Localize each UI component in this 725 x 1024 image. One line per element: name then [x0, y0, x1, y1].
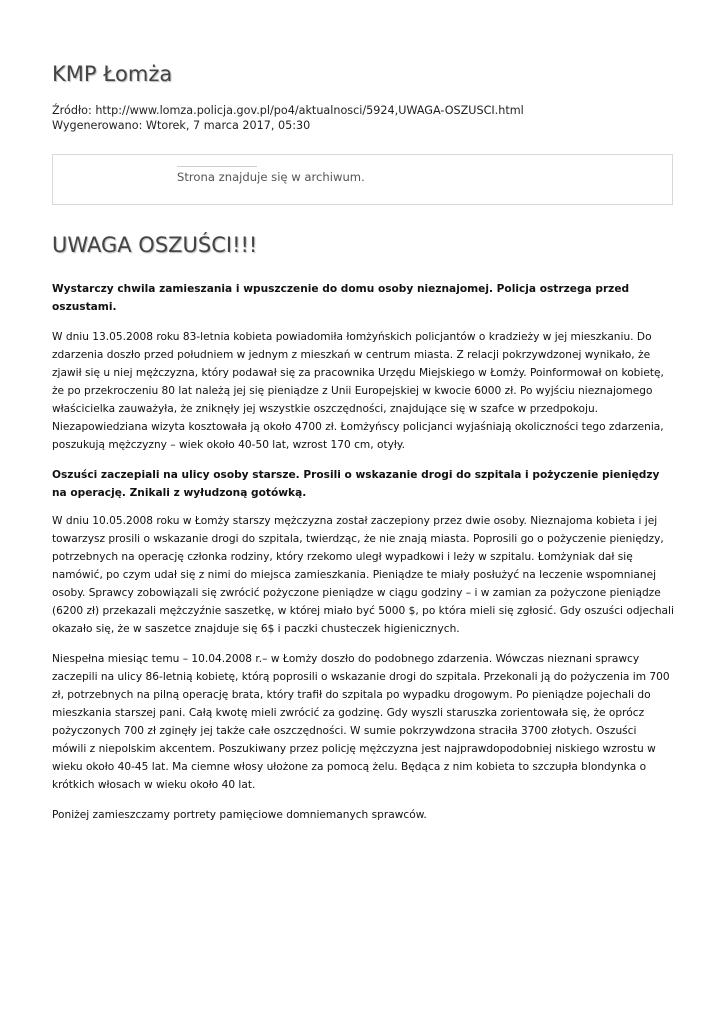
article-paragraph: W dniu 10.05.2008 roku w Łomży starszy mężczyzna został zaczepiony przez dwie osoby. Nieznajoma kobieta i jej towarzysz prosili o wskazanie drogi do szpitala, twierdząc, że nie znają miasta. Poprosili go o pożyczenie pieniędzy, potrzebnych na operację członka rodziny, który rzekomo uległ wypadkowi i leży w szpitalu. Łomżyniak dał się namówić, po czym udał się z nimi do miejsca zamieszkania. Pieniądze te miały posłużyć na leczenie wspomnianej osoby. Sprawcy zobowiązali się zwrócić pożyczone pieniądze w ciągu godziny – i w zamian za pożyczone pieniądze (6200 zł) przekazali mężczyźnie saszetkę, w której miało być 5000 $, po która mieli się zgłosić. Gdy oszuści odjechali okazało się, że w saszetce znajduje się 6$ i paczki chusteczek higienicznych.	[52, 515, 674, 635]
article-title: UWAGA OSZUŚCI!!!	[52, 233, 258, 257]
archive-notice-box	[52, 154, 673, 205]
generated-line: Wygenerowano: Wtorek, 7 marca 2017, 05:30	[52, 119, 311, 132]
archive-divider	[177, 166, 257, 167]
article-subheading: Oszuści zaczepiali na ulicy osoby starsze. Prosili o wskazanie drogi do szpitala i pożyczenie pieniędzy na operację. Znikali z wyłudzoną gotówką.	[52, 469, 660, 499]
article-paragraph: W dniu 13.05.2008 roku 83-letnia kobieta powiadomiła łomżyńskich policjantów o kradzieży w jej mieszkaniu. Do zdarzenia doszło przed południem w jednym z mieszkań w centrum miasta. Z relacji pokrzywdzonej wynikało, że zjawił się u niej mężczyzna, który podawał się za pracownika Urzędu Miejskiego w Łomży. Poinformował on kobietę, że po przekroczeniu 80 lat należą jej się pieniądze z Unii Europejskiej w kwocie 6000 zł. Po wyjściu nieznajomego właścicielka zauważyła, że zniknęły jej wszystkie oszczędności, znajdujące się w szafce w przedpokoju. Niezapowiedziana wizyta kosztowała ją około 4700 zł. Łomżyńscy policjanci wyjaśniają okoliczności tego zdarzenia, poszukują mężczyzny – wiek około 40-50 lat, wzrost 170 cm, otyły.	[52, 331, 664, 451]
archive-notice-text: Strona znajduje się w archiwum.	[177, 170, 365, 184]
source-meta	[52, 103, 524, 133]
article-paragraph: Niespełna miesiąc temu – 10.04.2008 r.– w Łomży doszło do podobnego zdarzenia. Wówczas nieznani sprawcy zaczepili na ulicy 86-letnią kobietę, którą poprosili o wskazanie drogi do szpitala. Przekonali ją do pożyczenia im 700 zł, potrzebnych na pilną operację brata, który trafił do szpitala po wypadku drogowym. Po pieniądze pojechali do mieszkania starszej pani. Całą kwotę mieli zwrócić za godzinę. Gdy wyszli staruszka zorientowała się, że oprócz pożyczonych 700 zł zginęły jej także całe oszczędności. W sumie pokrzywdzona straciła 3700 złotych. Oszuści mówili z niepolskim akcentem. Poszukiwany przez policję mężczyzna jest najprawdopodobniej niskiego wzrostu w wieku około 40-45 lat. Ma ciemne włosy ułożone za pomocą żelu. Będąca z nim kobieta to szczupła blondynka o krótkich włosach w wieku około 40 lat.	[52, 653, 670, 791]
site-title: KMP Łomża	[52, 62, 173, 86]
article-lead: Wystarczy chwila zamieszania i wpuszczenie do domu osoby nieznajomej. Policja ostrzega przed oszustami.	[52, 283, 630, 313]
source-line: Źródło: http://www.lomza.policja.gov.pl/po4/aktualnosci/5924,UWAGA-OSZUSCI.html	[52, 104, 524, 117]
article-paragraph: Poniżej zamieszczamy portrety pamięciowe domniemanych sprawców.	[52, 809, 427, 821]
article-content	[52, 280, 674, 836]
